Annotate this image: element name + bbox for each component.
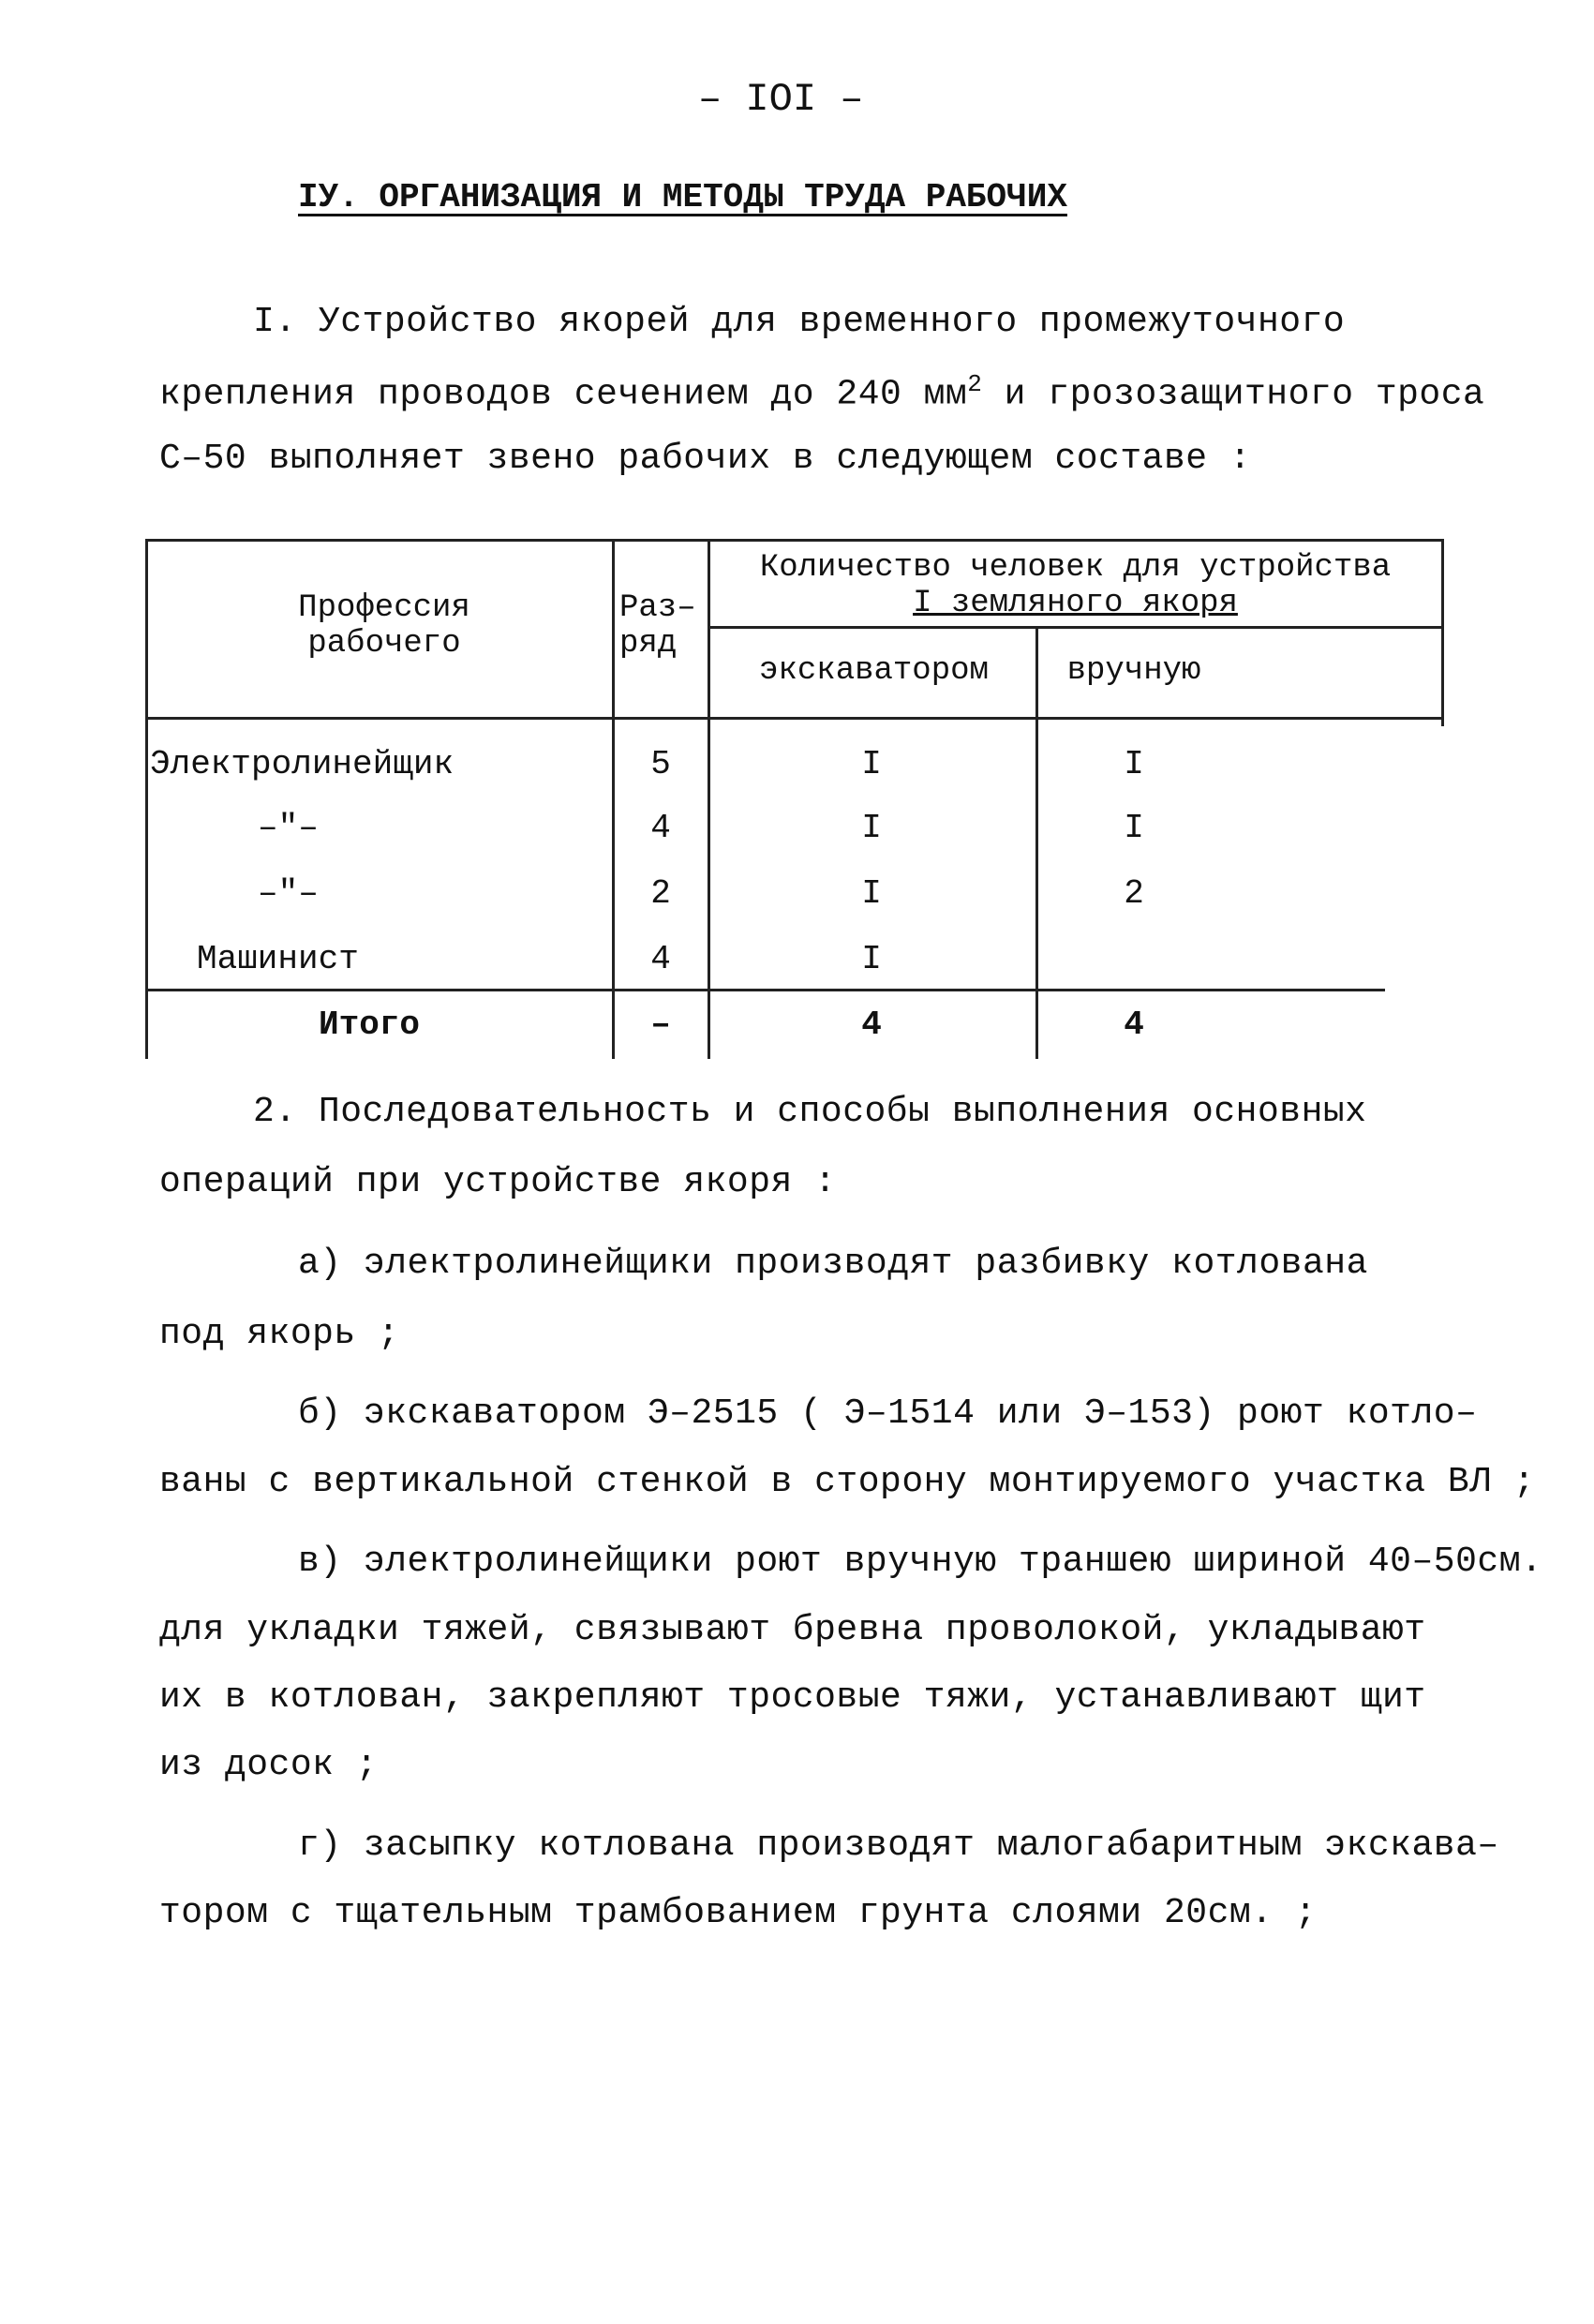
- row3-excavator: I: [861, 874, 882, 913]
- table-left-border: [145, 539, 148, 1059]
- item-g-line1: г) засыпку котлована производят малогабаритным экскава–: [298, 1825, 1499, 1866]
- section-title: IУ. ОРГАНИЗАЦИЯ И МЕТОДЫ ТРУДА РАБОЧИХ: [298, 178, 1067, 216]
- item-b-line1: б) экскаватором Э–2515 ( Э–1514 или Э–153) роют котло–: [298, 1393, 1478, 1434]
- item-v-line1: в) электролинейщики роют вручную траншею шириной 40–50см.: [298, 1542, 1543, 1582]
- item-b-line2: ваны с вертикальной стенкой в сторону монтируемого участка ВЛ ;: [159, 1462, 1536, 1502]
- superscript: 2: [967, 370, 983, 398]
- header-grade-line2: ряд: [619, 626, 678, 662]
- row1-manual: I: [1124, 745, 1144, 783]
- header-count-line2: I земляного якоря: [913, 586, 1238, 621]
- workers-table: [145, 539, 1443, 1059]
- item-v-line4: из досок ;: [159, 1745, 379, 1785]
- item-v-line3: их в котлован, закрепляют тросовые тяжи, устанавливают щит: [159, 1677, 1426, 1718]
- header-grade: [619, 590, 696, 662]
- row3-profession: –"–: [258, 874, 319, 913]
- para1-line3: С–50 выполняет звено рабочих в следующем составе :: [159, 439, 1252, 479]
- total-grade: –: [650, 1006, 671, 1044]
- row4-profession: Машинист: [197, 940, 359, 978]
- header-excavator: экскаватором: [759, 653, 989, 689]
- para1-line2: [159, 370, 1484, 415]
- item-a-line1: а) электролинейщики производят разбивку котлована: [298, 1244, 1368, 1284]
- para1-line1: I. Устройство якорей для временного промежуточного: [253, 302, 1346, 342]
- row2-excavator: I: [861, 809, 882, 847]
- header-profession-line1: Профессия: [298, 590, 470, 626]
- row4-excavator: I: [861, 940, 882, 978]
- table-top-border: [145, 539, 1443, 542]
- header-grade-line1: Раз–: [619, 590, 696, 626]
- header-profession: [164, 590, 604, 662]
- row2-manual: I: [1124, 809, 1144, 847]
- header-profession-line2: рабочего: [307, 626, 461, 662]
- item-a-line2: под якорь ;: [159, 1314, 400, 1354]
- row1-excavator: I: [861, 745, 882, 783]
- total-manual: 4: [1124, 1006, 1144, 1044]
- row1-profession: Электролинейщик: [150, 745, 454, 783]
- row2-grade: 4: [650, 809, 671, 847]
- row1-grade: 5: [650, 745, 671, 783]
- para1-line2-text-b: и грозозащитного троса: [982, 374, 1485, 415]
- header-sub-divider: [708, 626, 1443, 629]
- page-number: – IOI –: [698, 77, 864, 122]
- row4-grade: 4: [650, 940, 671, 978]
- para2-line1: 2. Последовательность и способы выполнения основных: [253, 1092, 1367, 1132]
- total-divider: [145, 989, 1385, 991]
- header-bottom-border: [145, 717, 1443, 720]
- header-manual: вручную: [1066, 653, 1201, 689]
- header-count: [712, 550, 1438, 621]
- para1-line2-text: крепления проводов сечением до 240 мм: [159, 374, 968, 415]
- item-g-line2: тором с тщательным трамбованием грунта слоями 20см. ;: [159, 1893, 1318, 1933]
- para2-line2: операций при устройстве якоря :: [159, 1162, 837, 1202]
- item-v-line2: для укладки тяжей, связывают бревна проволокой, укладывают: [159, 1610, 1426, 1650]
- col-divider-2: [708, 539, 710, 1059]
- header-count-line1: Количество человек для устройства: [759, 550, 1392, 586]
- total-excavator: 4: [861, 1006, 882, 1044]
- row3-manual: 2: [1124, 874, 1144, 913]
- col-divider-1: [612, 539, 615, 1059]
- total-label: Итого: [319, 1006, 421, 1044]
- row2-profession: –"–: [258, 809, 319, 847]
- table-right-border: [1441, 539, 1444, 726]
- row3-grade: 2: [650, 874, 671, 913]
